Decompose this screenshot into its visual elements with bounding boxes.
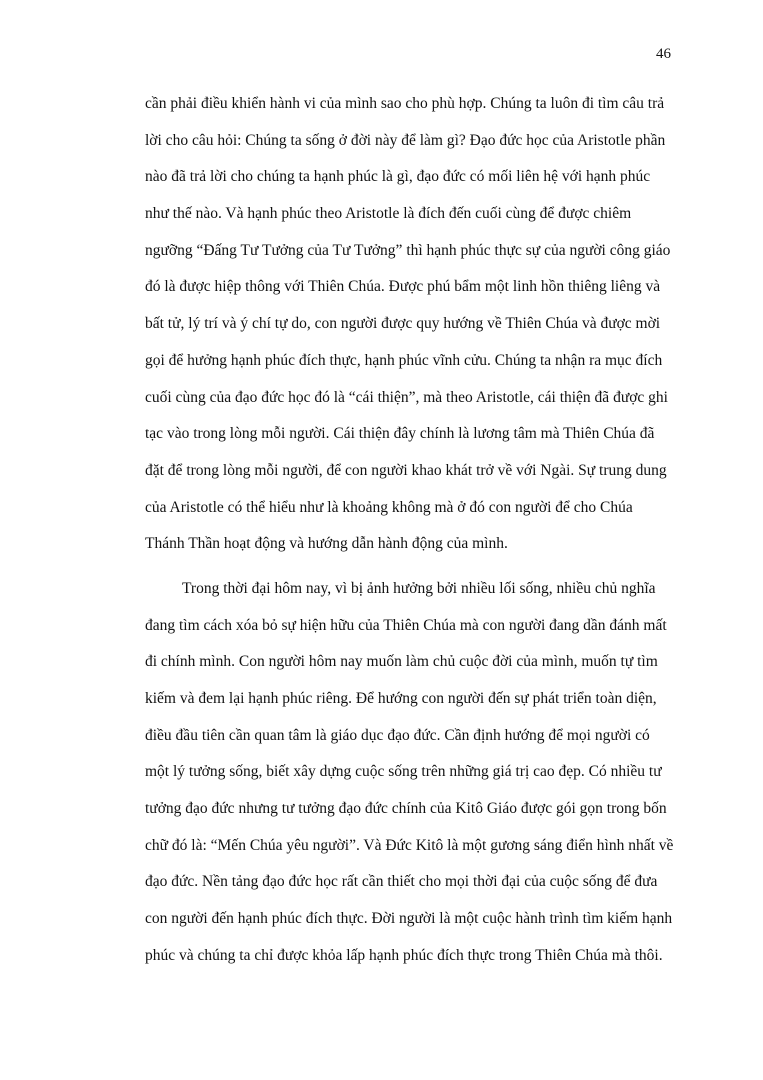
body-text: [145, 86, 675, 975]
text-line: đang tìm cách xóa bỏ sự hiện hữu của Thiên Chúa mà con người đang dần đánh mất: [145, 616, 667, 634]
text-line: như thế nào. Và hạnh phúc theo Aristotle là đích đến cuối cùng để được chiêm: [145, 205, 632, 223]
text-line: của Aristotle có thể hiểu như là khoảng không mà ở đó con người để cho Chúa: [145, 498, 633, 516]
text-line: lời cho câu hỏi: Chúng ta sống ở đời này để làm gì? Đạo đức học của Aristotle phần: [145, 131, 666, 149]
text-line: nào đã trả lời cho chúng ta hạnh phúc là gì, đạo đức có mối liên hệ với hạnh phúc: [145, 168, 651, 186]
text-line: Thánh Thần hoạt động và hướng dẫn hành động của mình.: [145, 535, 508, 553]
text-line: cần phải điều khiển hành vi của mình sao cho phù hợp. Chúng ta luôn đi tìm câu trả: [145, 95, 665, 112]
paragraph-2: [145, 571, 675, 975]
text-line: bất tử, lý trí và ý chí tự do, con người được quy hướng về Thiên Chúa và được mời: [145, 315, 661, 333]
text-line: chữ đó là: “Mến Chúa yêu người”. Và Đức Kitô là một gương sáng điển hình nhất về: [145, 836, 674, 854]
text-line: tạc vào trong lòng mỗi người. Cái thiện đây chính là lương tâm mà Thiên Chúa đã: [145, 425, 655, 443]
text-line: đặt để trong lòng mỗi người, để con người khao khát trở về với Ngài. Sự trung dung: [145, 461, 667, 479]
paragraph-spacer: [145, 563, 675, 571]
text-line: đạo đức. Nền tảng đạo đức học rất cần thiết cho mọi thời đại của cuộc sống để đưa: [145, 873, 658, 891]
text-line: phúc và chúng ta chỉ được khỏa lấp hạnh phúc đích thực trong Thiên Chúa mà thôi.: [145, 946, 663, 964]
text-line: điều đầu tiên cần quan tâm là giáo dục đạo đức. Cần định hướng để mọi người có: [145, 726, 650, 744]
text-line: đi chính mình. Con người hôm nay muốn làm chủ cuộc đời của mình, muốn tự tìm: [145, 653, 658, 671]
text-line: một lý tưởng sống, biết xây dựng cuộc sống trên những giá trị cao đẹp. Có nhiều tư: [145, 763, 662, 781]
text-line: kiếm và đem lại hạnh phúc riêng. Để hướng con người đến sự phát triển toàn diện,: [145, 690, 657, 707]
text-line: đó là được hiệp thông với Thiên Chúa. Được phú bẩm một linh hồn thiêng liêng và: [145, 278, 661, 296]
page-number: 46: [656, 46, 671, 62]
text-line: gọi để hưởng hạnh phúc đích thực, hạnh phúc vĩnh cửu. Chúng ta nhận ra mục đích: [145, 351, 663, 369]
text-line: ngưỡng “Đấng Tư Tưởng của Tư Tưởng” thì hạnh phúc thực sự của người công giáo: [145, 241, 671, 259]
text-line: tưởng đạo đức nhưng tư tưởng đạo đức chính của Kitô Giáo được gói gọn trong bốn: [145, 800, 667, 818]
text-line-indented: Trong thời đại hôm nay, vì bị ảnh hưởng bởi nhiều lối sống, nhiều chủ nghĩa: [182, 579, 656, 597]
text-line: cuối cùng của đạo đức học đó là “cái thiện”, mà theo Aristotle, cái thiện đã được ghi: [145, 388, 668, 406]
text-line: con người đến hạnh phúc đích thực. Đời người là một cuộc hành trình tìm kiếm hạnh: [145, 910, 673, 928]
paragraph-1: [145, 86, 675, 563]
